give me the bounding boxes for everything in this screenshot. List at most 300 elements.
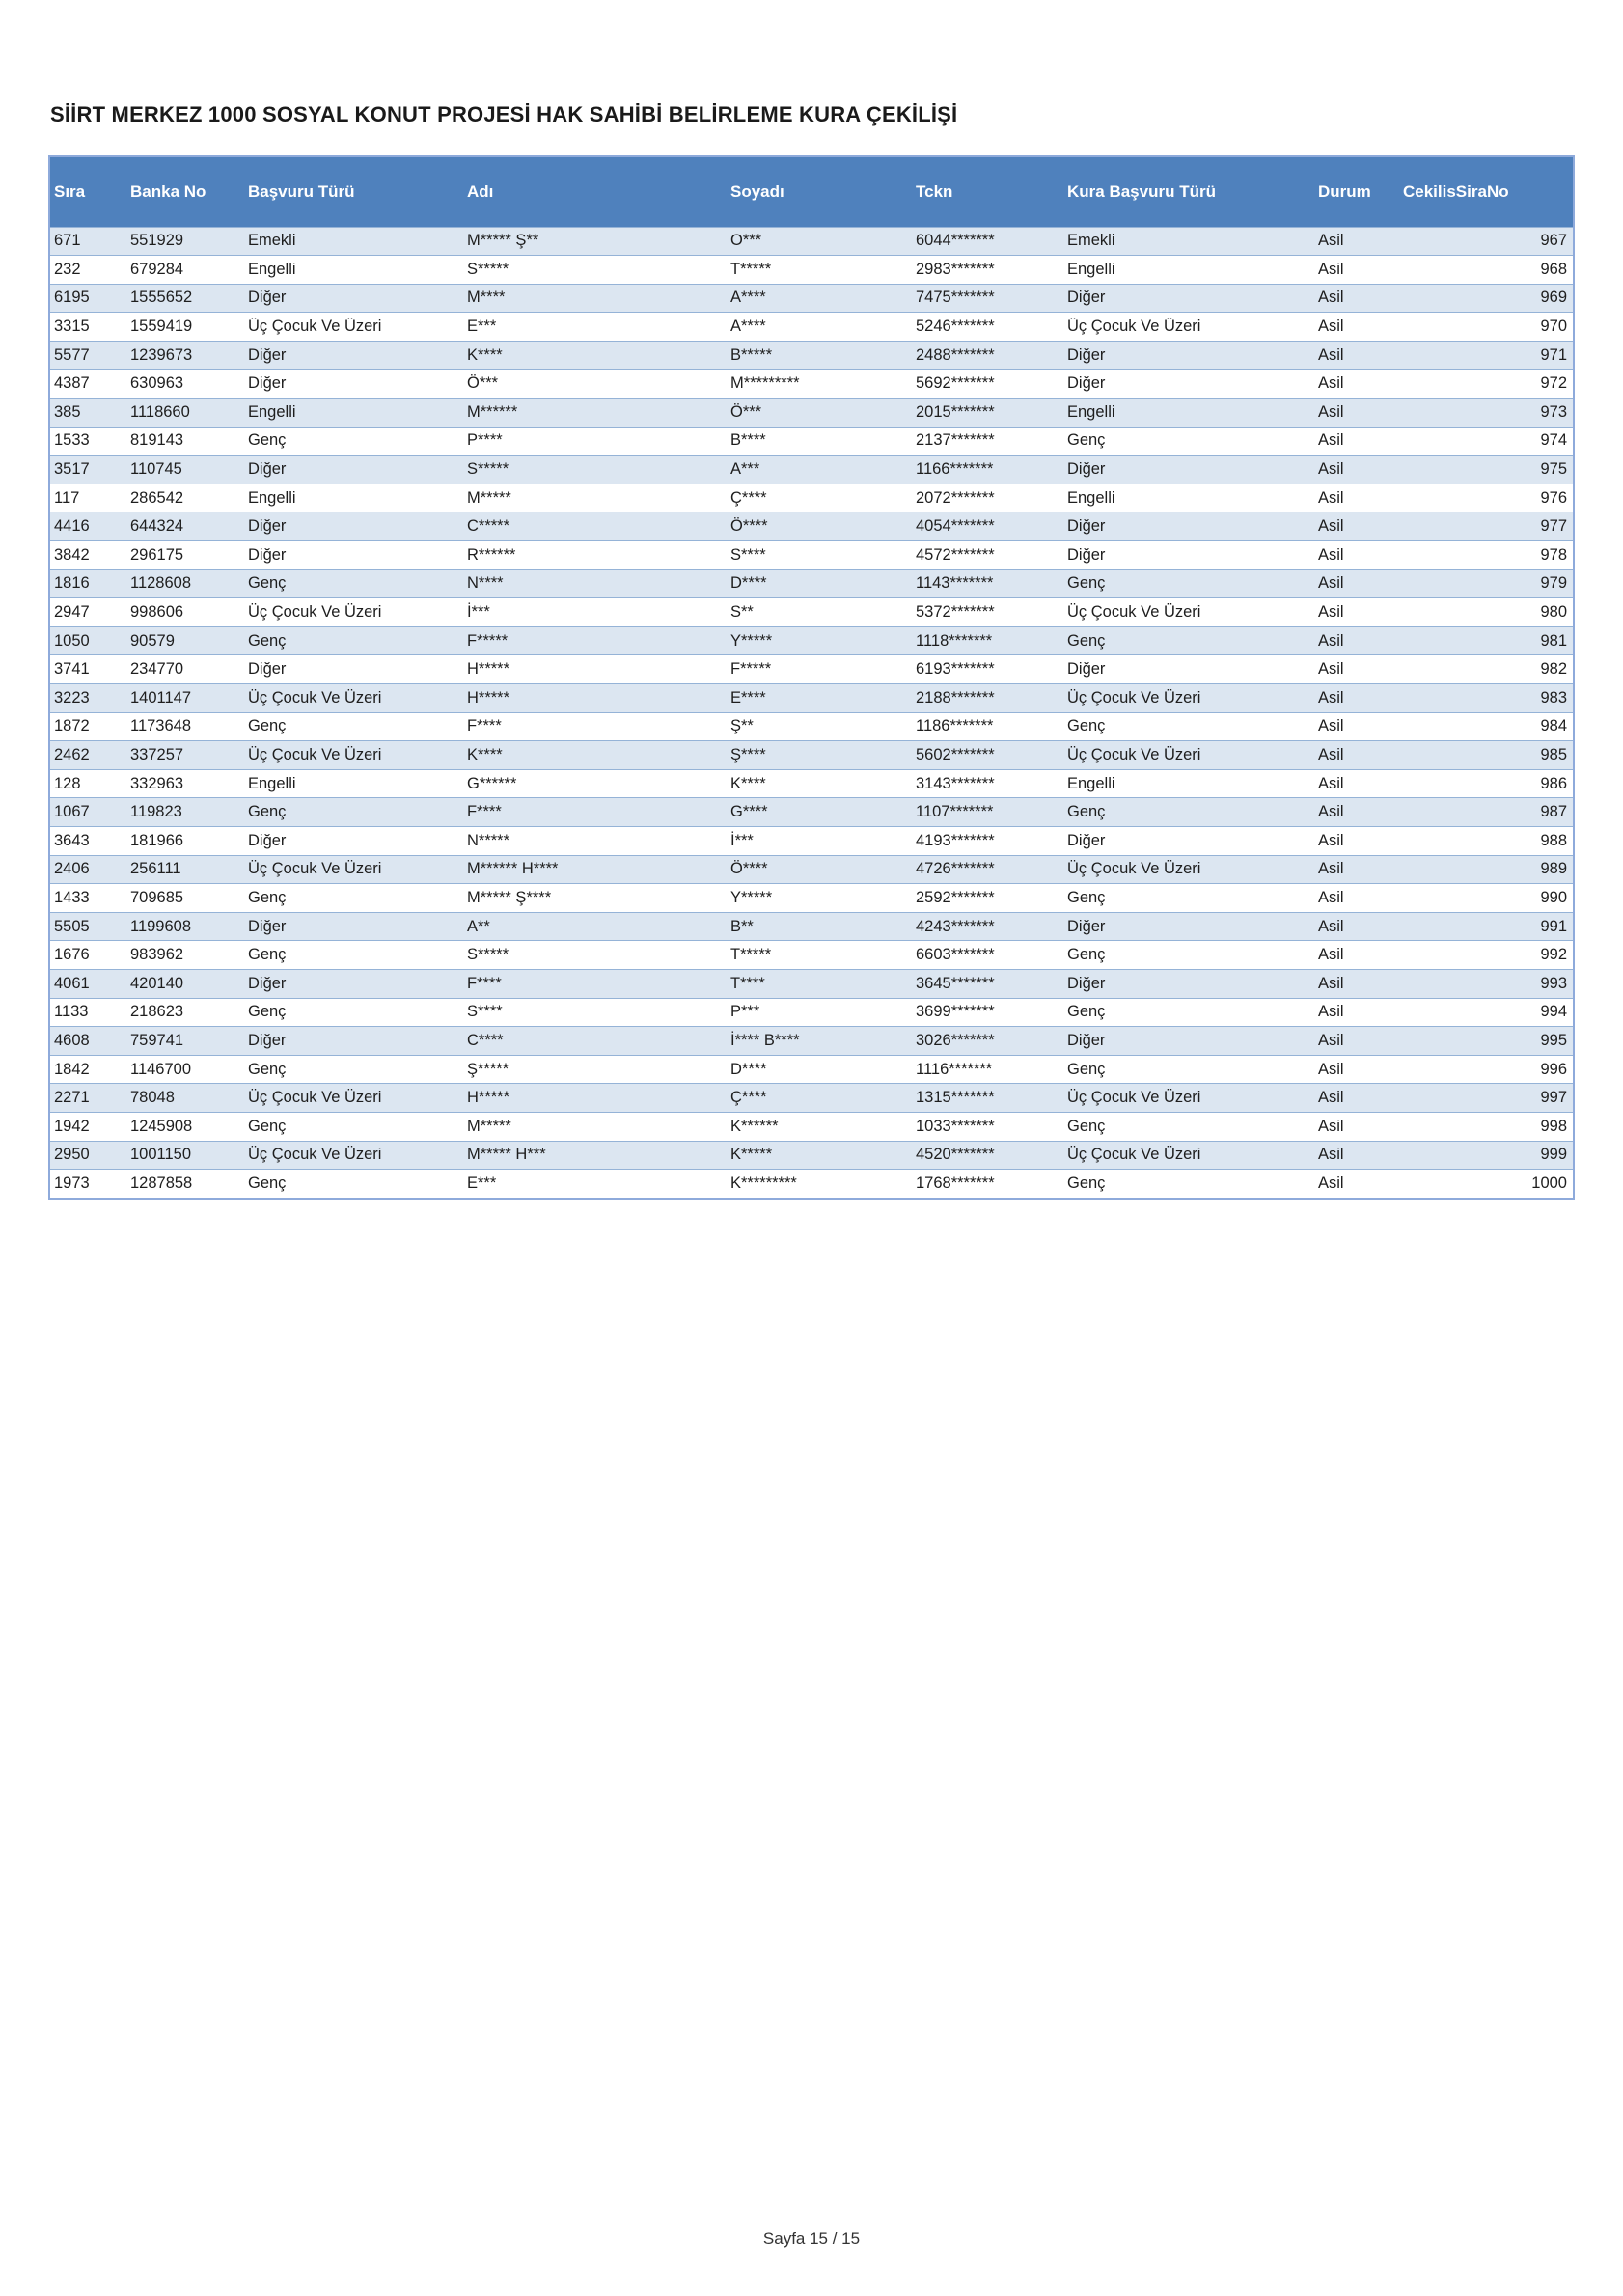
cell-basvuru-turu: Diğer [244,284,463,313]
cell-durum: Asil [1314,256,1399,285]
cell-tckn: 2188******* [912,684,1063,713]
cell-kura-basvuru-turu: Engelli [1063,769,1314,798]
cell-sira: 1533 [50,427,126,456]
cell-adi: M***** [463,1112,727,1141]
cell-adi: N**** [463,569,727,598]
cell-soyadi: İ**** B**** [727,1027,912,1056]
cell-sira: 3315 [50,313,126,342]
cell-tckn: 2592******* [912,884,1063,913]
cell-adi: F**** [463,969,727,998]
cell-kura-basvuru-turu: Diğer [1063,969,1314,998]
cell-adi: C***** [463,512,727,541]
cell-soyadi: K********* [727,1170,912,1199]
cell-soyadi: M********* [727,370,912,399]
cell-durum: Asil [1314,370,1399,399]
cell-soyadi: O*** [727,227,912,256]
cell-soyadi: Ş** [727,712,912,741]
table-row [50,512,1573,541]
cell-basvuru-turu: Genç [244,998,463,1027]
cell-banka-no: 709685 [126,884,244,913]
table-row [50,427,1573,456]
cell-banka-no: 1146700 [126,1055,244,1084]
cell-tckn: 3026******* [912,1027,1063,1056]
cell-banka-no: 1239673 [126,341,244,370]
cell-kura-basvuru-turu: Üç Çocuk Ve Üzeri [1063,855,1314,884]
table-header-row [50,157,1573,227]
cell-kura-basvuru-turu: Genç [1063,712,1314,741]
cell-sira: 4416 [50,512,126,541]
cell-cekilis-sira-no: 994 [1399,998,1573,1027]
cell-banka-no: 337257 [126,741,244,770]
cell-soyadi: T***** [727,941,912,970]
cell-banka-no: 679284 [126,256,244,285]
table-row [50,998,1573,1027]
cell-sira: 1050 [50,626,126,655]
cell-banka-no: 983962 [126,941,244,970]
cell-tckn: 4054******* [912,512,1063,541]
cell-durum: Asil [1314,912,1399,941]
cell-kura-basvuru-turu: Genç [1063,626,1314,655]
cell-adi: E*** [463,313,727,342]
cell-tckn: 4193******* [912,826,1063,855]
cell-basvuru-turu: Diğer [244,912,463,941]
cell-soyadi: K****** [727,1112,912,1141]
cell-tckn: 1768******* [912,1170,1063,1199]
cell-cekilis-sira-no: 993 [1399,969,1573,998]
cell-banka-no: 998606 [126,598,244,627]
document-title: SİİRT MERKEZ 1000 SOSYAL KONUT PROJESİ HAK SAHİBİ BELİRLEME KURA ÇEKİLİŞİ [50,102,958,126]
cell-kura-basvuru-turu: Genç [1063,569,1314,598]
cell-soyadi: A*** [727,456,912,484]
cell-cekilis-sira-no: 982 [1399,655,1573,684]
cell-basvuru-turu: Üç Çocuk Ve Üzeri [244,1141,463,1170]
cell-banka-no: 234770 [126,655,244,684]
cell-adi: N***** [463,826,727,855]
cell-banka-no: 218623 [126,998,244,1027]
cell-tckn: 5602******* [912,741,1063,770]
cell-soyadi: Ç**** [727,1084,912,1113]
cell-kura-basvuru-turu: Engelli [1063,256,1314,285]
cell-cekilis-sira-no: 998 [1399,1112,1573,1141]
cell-tckn: 5692******* [912,370,1063,399]
cell-adi: P**** [463,427,727,456]
header-kura-basvuru-turu: Kura Başvuru Türü [1067,181,1216,201]
table-row [50,598,1573,627]
cell-durum: Asil [1314,998,1399,1027]
cell-adi: M****** H**** [463,855,727,884]
cell-durum: Asil [1314,769,1399,798]
cell-tckn: 6044******* [912,227,1063,256]
table-row [50,541,1573,570]
cell-basvuru-turu: Diğer [244,826,463,855]
cell-tckn: 2983******* [912,256,1063,285]
cell-banka-no: 759741 [126,1027,244,1056]
cell-cekilis-sira-no: 980 [1399,598,1573,627]
cell-adi: E*** [463,1170,727,1199]
cell-sira: 5577 [50,341,126,370]
cell-soyadi: F***** [727,655,912,684]
cell-soyadi: P*** [727,998,912,1027]
table-row [50,912,1573,941]
cell-adi: M***** [463,484,727,512]
cell-kura-basvuru-turu: Üç Çocuk Ve Üzeri [1063,313,1314,342]
cell-cekilis-sira-no: 974 [1399,427,1573,456]
cell-cekilis-sira-no: 997 [1399,1084,1573,1113]
table-row [50,456,1573,484]
cell-sira: 3643 [50,826,126,855]
cell-sira: 1973 [50,1170,126,1199]
cell-soyadi: E**** [727,684,912,713]
cell-banka-no: 1118660 [126,399,244,428]
cell-kura-basvuru-turu: Diğer [1063,541,1314,570]
cell-banka-no: 110745 [126,456,244,484]
cell-adi: F**** [463,712,727,741]
cell-basvuru-turu: Diğer [244,512,463,541]
cell-cekilis-sira-no: 992 [1399,941,1573,970]
cell-durum: Asil [1314,626,1399,655]
cell-cekilis-sira-no: 976 [1399,484,1573,512]
cell-sira: 3842 [50,541,126,570]
table-row [50,769,1573,798]
cell-durum: Asil [1314,1170,1399,1199]
cell-basvuru-turu: Genç [244,941,463,970]
cell-tckn: 5246******* [912,313,1063,342]
cell-cekilis-sira-no: 990 [1399,884,1573,913]
cell-tckn: 3143******* [912,769,1063,798]
cell-adi: Ş***** [463,1055,727,1084]
cell-soyadi: A**** [727,313,912,342]
cell-adi: C**** [463,1027,727,1056]
cell-durum: Asil [1314,512,1399,541]
cell-durum: Asil [1314,1027,1399,1056]
cell-banka-no: 1001150 [126,1141,244,1170]
cell-kura-basvuru-turu: Diğer [1063,912,1314,941]
cell-banka-no: 286542 [126,484,244,512]
header-sira: Sıra [54,181,86,201]
cell-tckn: 4243******* [912,912,1063,941]
cell-sira: 3517 [50,456,126,484]
cell-tckn: 3699******* [912,998,1063,1027]
cell-banka-no: 551929 [126,227,244,256]
cell-kura-basvuru-turu: Emekli [1063,227,1314,256]
cell-sira: 1872 [50,712,126,741]
cell-tckn: 5372******* [912,598,1063,627]
table-row [50,484,1573,512]
cell-basvuru-turu: Genç [244,1170,463,1199]
cell-cekilis-sira-no: 999 [1399,1141,1573,1170]
cell-kura-basvuru-turu: Genç [1063,1055,1314,1084]
cell-adi: H***** [463,684,727,713]
cell-tckn: 1315******* [912,1084,1063,1113]
cell-sira: 232 [50,256,126,285]
cell-tckn: 3645******* [912,969,1063,998]
cell-kura-basvuru-turu: Genç [1063,998,1314,1027]
cell-soyadi: G**** [727,798,912,827]
table-row [50,941,1573,970]
cell-kura-basvuru-turu: Genç [1063,1170,1314,1199]
cell-durum: Asil [1314,969,1399,998]
cell-banka-no: 1287858 [126,1170,244,1199]
cell-kura-basvuru-turu: Üç Çocuk Ve Üzeri [1063,684,1314,713]
cell-tckn: 2072******* [912,484,1063,512]
cell-basvuru-turu: Genç [244,712,463,741]
cell-banka-no: 256111 [126,855,244,884]
cell-banka-no: 644324 [126,512,244,541]
cell-soyadi: Ö**** [727,855,912,884]
cell-tckn: 6193******* [912,655,1063,684]
cell-cekilis-sira-no: 983 [1399,684,1573,713]
cell-tckn: 2015******* [912,399,1063,428]
cell-basvuru-turu: Genç [244,884,463,913]
table-row [50,1170,1573,1199]
cell-sira: 4608 [50,1027,126,1056]
cell-banka-no: 1173648 [126,712,244,741]
cell-basvuru-turu: Genç [244,569,463,598]
cell-adi: S***** [463,256,727,285]
cell-banka-no: 1199608 [126,912,244,941]
cell-durum: Asil [1314,1055,1399,1084]
cell-kura-basvuru-turu: Diğer [1063,512,1314,541]
cell-banka-no: 819143 [126,427,244,456]
table-row [50,1055,1573,1084]
cell-basvuru-turu: Diğer [244,969,463,998]
cell-durum: Asil [1314,341,1399,370]
cell-durum: Asil [1314,798,1399,827]
cell-tckn: 6603******* [912,941,1063,970]
table-row [50,684,1573,713]
cell-cekilis-sira-no: 996 [1399,1055,1573,1084]
cell-soyadi: Ö*** [727,399,912,428]
cell-sira: 2462 [50,741,126,770]
cell-durum: Asil [1314,313,1399,342]
header-soyadi: Soyadı [730,181,784,201]
cell-durum: Asil [1314,569,1399,598]
cell-banka-no: 90579 [126,626,244,655]
results-table [50,157,1573,1198]
cell-banka-no: 296175 [126,541,244,570]
cell-adi: M***** Ş**** [463,884,727,913]
cell-kura-basvuru-turu: Üç Çocuk Ve Üzeri [1063,598,1314,627]
cell-kura-basvuru-turu: Genç [1063,884,1314,913]
cell-kura-basvuru-turu: Engelli [1063,484,1314,512]
cell-sira: 1842 [50,1055,126,1084]
cell-soyadi: Ş**** [727,741,912,770]
cell-soyadi: İ*** [727,826,912,855]
cell-sira: 2947 [50,598,126,627]
cell-sira: 117 [50,484,126,512]
cell-durum: Asil [1314,227,1399,256]
cell-durum: Asil [1314,427,1399,456]
table-row [50,826,1573,855]
cell-cekilis-sira-no: 967 [1399,227,1573,256]
cell-durum: Asil [1314,855,1399,884]
cell-tckn: 4572******* [912,541,1063,570]
cell-kura-basvuru-turu: Genç [1063,1112,1314,1141]
cell-sira: 2271 [50,1084,126,1113]
cell-adi: K**** [463,741,727,770]
cell-kura-basvuru-turu: Genç [1063,427,1314,456]
cell-cekilis-sira-no: 968 [1399,256,1573,285]
cell-cekilis-sira-no: 972 [1399,370,1573,399]
cell-tckn: 1186******* [912,712,1063,741]
table-row [50,1084,1573,1113]
cell-basvuru-turu: Üç Çocuk Ve Üzeri [244,1084,463,1113]
cell-cekilis-sira-no: 977 [1399,512,1573,541]
cell-banka-no: 78048 [126,1084,244,1113]
results-table-container [48,155,1575,1200]
cell-soyadi: T***** [727,256,912,285]
cell-basvuru-turu: Genç [244,1055,463,1084]
cell-adi: G****** [463,769,727,798]
cell-durum: Asil [1314,741,1399,770]
cell-banka-no: 332963 [126,769,244,798]
cell-adi: F**** [463,798,727,827]
cell-banka-no: 1559419 [126,313,244,342]
cell-cekilis-sira-no: 984 [1399,712,1573,741]
cell-adi: İ*** [463,598,727,627]
cell-sira: 1067 [50,798,126,827]
cell-durum: Asil [1314,712,1399,741]
cell-tckn: 1166******* [912,456,1063,484]
cell-cekilis-sira-no: 991 [1399,912,1573,941]
cell-soyadi: Ç**** [727,484,912,512]
cell-tckn: 2137******* [912,427,1063,456]
cell-adi: S***** [463,941,727,970]
cell-tckn: 4726******* [912,855,1063,884]
cell-durum: Asil [1314,484,1399,512]
cell-cekilis-sira-no: 987 [1399,798,1573,827]
table-row [50,370,1573,399]
cell-cekilis-sira-no: 1000 [1399,1170,1573,1199]
table-row [50,399,1573,428]
cell-soyadi: B***** [727,341,912,370]
cell-soyadi: K**** [727,769,912,798]
cell-sira: 671 [50,227,126,256]
cell-cekilis-sira-no: 969 [1399,284,1573,313]
cell-soyadi: S**** [727,541,912,570]
cell-basvuru-turu: Genç [244,1112,463,1141]
cell-sira: 1433 [50,884,126,913]
cell-durum: Asil [1314,284,1399,313]
cell-adi: H***** [463,1084,727,1113]
cell-basvuru-turu: Üç Çocuk Ve Üzeri [244,741,463,770]
cell-durum: Asil [1314,1112,1399,1141]
cell-kura-basvuru-turu: Genç [1063,798,1314,827]
header-basvuru-turu: Başvuru Türü [248,181,355,201]
table-row [50,284,1573,313]
cell-sira: 1133 [50,998,126,1027]
cell-sira: 3741 [50,655,126,684]
cell-basvuru-turu: Genç [244,427,463,456]
table-row [50,884,1573,913]
cell-soyadi: Ö**** [727,512,912,541]
cell-adi: Ö*** [463,370,727,399]
table-row [50,1027,1573,1056]
cell-cekilis-sira-no: 975 [1399,456,1573,484]
cell-kura-basvuru-turu: Diğer [1063,1027,1314,1056]
cell-durum: Asil [1314,884,1399,913]
cell-tckn: 1116******* [912,1055,1063,1084]
table-row [50,1112,1573,1141]
cell-basvuru-turu: Engelli [244,769,463,798]
table-row [50,969,1573,998]
table-row [50,1141,1573,1170]
cell-basvuru-turu: Diğer [244,341,463,370]
cell-durum: Asil [1314,1084,1399,1113]
cell-sira: 1942 [50,1112,126,1141]
cell-adi: A** [463,912,727,941]
cell-sira: 3223 [50,684,126,713]
cell-cekilis-sira-no: 988 [1399,826,1573,855]
cell-adi: M****** [463,399,727,428]
cell-cekilis-sira-no: 971 [1399,341,1573,370]
cell-durum: Asil [1314,826,1399,855]
cell-banka-no: 119823 [126,798,244,827]
cell-basvuru-turu: Üç Çocuk Ve Üzeri [244,598,463,627]
cell-tckn: 1107******* [912,798,1063,827]
cell-durum: Asil [1314,684,1399,713]
table-row [50,712,1573,741]
header-tckn: Tckn [916,181,953,201]
cell-basvuru-turu: Engelli [244,256,463,285]
cell-basvuru-turu: Diğer [244,456,463,484]
cell-banka-no: 1555652 [126,284,244,313]
cell-soyadi: D**** [727,1055,912,1084]
cell-durum: Asil [1314,399,1399,428]
cell-adi: H***** [463,655,727,684]
cell-sira: 128 [50,769,126,798]
header-cekilis-sira-no: CekilisSiraNo [1403,181,1509,201]
cell-tckn: 4520******* [912,1141,1063,1170]
table-body [50,227,1573,1198]
cell-tckn: 1033******* [912,1112,1063,1141]
cell-basvuru-turu: Diğer [244,1027,463,1056]
header-banka-no: Banka No [130,181,206,201]
table-row [50,313,1573,342]
cell-banka-no: 1245908 [126,1112,244,1141]
cell-kura-basvuru-turu: Diğer [1063,370,1314,399]
cell-basvuru-turu: Diğer [244,655,463,684]
cell-adi: M**** [463,284,727,313]
cell-banka-no: 1401147 [126,684,244,713]
cell-kura-basvuru-turu: Diğer [1063,826,1314,855]
cell-sira: 6195 [50,284,126,313]
cell-banka-no: 1128608 [126,569,244,598]
cell-tckn: 1143******* [912,569,1063,598]
cell-basvuru-turu: Diğer [244,370,463,399]
cell-durum: Asil [1314,456,1399,484]
cell-soyadi: B**** [727,427,912,456]
cell-durum: Asil [1314,1141,1399,1170]
cell-cekilis-sira-no: 995 [1399,1027,1573,1056]
cell-soyadi: K***** [727,1141,912,1170]
table-row [50,227,1573,256]
cell-sira: 1816 [50,569,126,598]
cell-kura-basvuru-turu: Üç Çocuk Ve Üzeri [1063,741,1314,770]
cell-durum: Asil [1314,655,1399,684]
cell-cekilis-sira-no: 979 [1399,569,1573,598]
cell-adi: S**** [463,998,727,1027]
cell-kura-basvuru-turu: Diğer [1063,456,1314,484]
cell-tckn: 7475******* [912,284,1063,313]
cell-basvuru-turu: Emekli [244,227,463,256]
cell-adi: M***** H*** [463,1141,727,1170]
cell-cekilis-sira-no: 989 [1399,855,1573,884]
cell-basvuru-turu: Diğer [244,541,463,570]
cell-kura-basvuru-turu: Genç [1063,941,1314,970]
cell-kura-basvuru-turu: Diğer [1063,341,1314,370]
page-number: Sayfa 15 / 15 [762,2229,861,2248]
